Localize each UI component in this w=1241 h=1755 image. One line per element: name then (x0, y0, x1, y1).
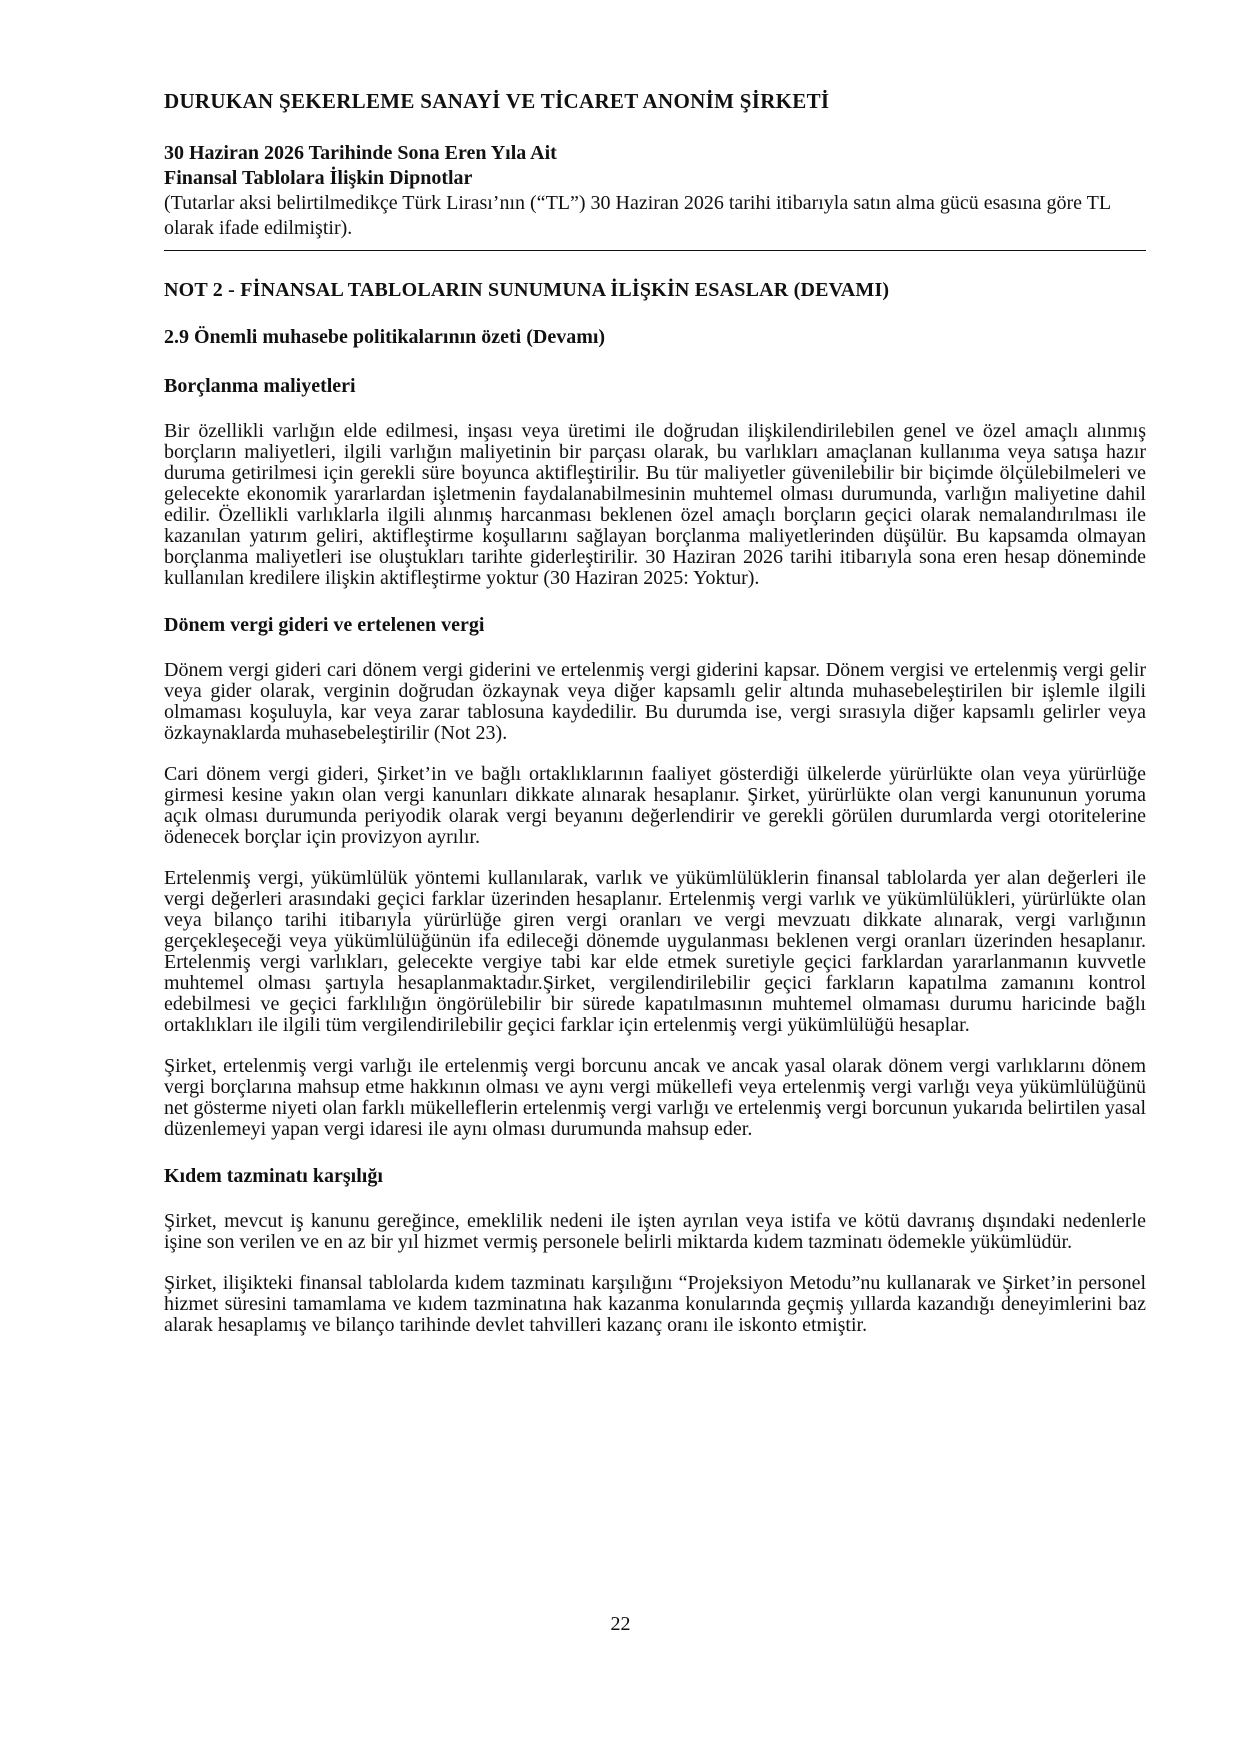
page-header (164, 88, 1146, 241)
page-number: 22 (610, 1613, 631, 1635)
paragraph: Şirket, mevcut iş kanunu gereğince, emeklilik nedeni ile işten ayrılan veya istifa ve kötü davranış dışındaki nedenlerle işine son verilen ve en az bir yıl hizmet vermiş personele belirli miktarda kıdem tazminatı ödemekle yükümlüdür. (164, 1210, 1146, 1253)
paragraph: Bir özellikli varlığın elde edilmesi, inşası veya üretimi ile doğrudan ilişkilendirilebilen genel ve özel amaçlı alınmış borçların maliyetleri, ilgili varlığın maliyetinin bir parçası olarak, bu varlıkları amaçlanan kullanıma veya satışa hazır duruma getirilmesi için gerekli süre boyunca aktifleştirilir. Bu tür maliyetler güvenilebilir bir biçimde ölçülebilmeleri ve gelecekte ekonomik yararlardan işletmenin faydalanabilmesinin muhtemel olması durumunda, varlığın maliyetine dahil edilir. Özellikli varlıklarla ilgili alınmış harcanması beklenen özel amaçlı borçların geçici olarak nemalandırılması ile kazanılan yatırım geliri, aktifleştirme koşullarını sağlayan borçlanma maliyetlerinden düşülür. Bu kapsamda olmayan borçlanma maliyetleri ise oluştukları tarihte giderleştirilir. 30 Haziran 2026 tarihi itibarıyla sona eren hesap döneminde kullanılan kredilere ilişkin aktifleştirme yoktur (30 Haziran 2025: Yoktur). (164, 420, 1146, 589)
period-title: 30 Haziran 2026 Tarihinde Sona Eren Yıla Ait (164, 142, 557, 164)
subsection-heading: Kıdem tazminatı karşılığı (164, 1165, 383, 1187)
page-content (164, 278, 1146, 1336)
subsection-heading: Borçlanma maliyetleri (164, 375, 356, 397)
paragraph: Şirket, ilişikteki finansal tablolarda kıdem tazminatı karşılığını “Projeksiyon Metodu”nu kullanarak ve Şirket’in personel hizmet süresini tamamlama ve kıdem tazminatına hak kazanma konularında geçmiş yıllarda kazandığı deneyimlerini baz alarak hesaplamış ve bilanço tarihinde devlet tahvilleri kazanç oranı ile iskonto etmiştir. (164, 1272, 1146, 1336)
paragraph: Şirket, ertelenmiş vergi varlığı ile ertelenmiş vergi borcunu ancak ve ancak yasal olarak dönem vergi varlıklarını dönem vergi borçlarına mahsup etme hakkının olması ve aynı vergi mükellefi veya ertelenmiş vergi varlığı veya yükümlülüğünü net gösterme niyeti olan farklı mükelleflerin ertelenmiş vergi varlığı ve ertelenmiş vergi borcunun yukarıda belirtilen yasal düzenlemeyi yapan vergi idaresi ile aynı olması durumunda mahsup eder. (164, 1055, 1146, 1140)
paragraph: Dönem vergi gideri cari dönem vergi giderini ve ertelenmiş vergi giderini kapsar. Dönem vergisi ve ertelenmiş vergi gelir veya gider olarak, verginin doğrudan özkaynak veya diğer kapsamlı gelir altında muhasebeleştirilen bir işlemle ilgili olmaması koşuluyla, kar veya zarar tablosuna kaydedilir. Bu durumda ise, vergi sırasıyla diğer kapsamlı gelirler veya özkaynaklarda muhasebeleştirilir (Not 23). (164, 659, 1146, 744)
currency-note: (Tutarlar aksi belirtilmedikçe Türk Lirası’nın (“TL”) 30 Haziran 2026 tarihi itibarıyla satın alma gücü esasına göre TL olarak ifade edilmiştir). (164, 192, 1111, 239)
header-divider (164, 250, 1146, 251)
company-name: DURUKAN ŞEKERLEME SANAYİ VE TİCARET ANONİM ŞİRKETİ (164, 89, 830, 113)
section-heading: 2.9 Önemli muhasebe politikalarının özeti (Devamı) (164, 326, 606, 348)
subsection-heading: Dönem vergi gideri ve ertelenen vergi (164, 614, 485, 636)
note-heading: NOT 2 - FİNANSAL TABLOLARIN SUNUMUNA İLİŞKİN ESASLAR (DEVAMI) (164, 279, 890, 301)
paragraph: Cari dönem vergi gideri, Şirket’in ve bağlı ortaklıklarının faaliyet gösterdiği ülkelerde yürürlükte olan veya yürürlüğe girmesi kesine yakın olan vergi kanunları dikkate alınarak hesaplanır. Şirket, yürürlükte olan vergi kanununun yoruma açık olması durumunda periyodik olarak vergi beyanını değerlendirir ve gerekli görülen durumlarda vergi otoritelerine ödenecek borçlar için provizyon ayrılır. (164, 763, 1146, 848)
notes-title: Finansal Tablolara İlişkin Dipnotlar (164, 167, 473, 189)
paragraph: Ertelenmiş vergi, yükümlülük yöntemi kullanılarak, varlık ve yükümlülüklerin finansal tablolarda yer alan değerleri ile vergi değerleri arasındaki geçici farklar üzerinden hesaplanır. Ertelenmiş vergi varlık ve yükümlülükleri, yürürlükte olan veya bilanço tarihi itibarıyla yürürlüğe giren vergi oranları ve vergi mevzuatı dikkate alınarak, vergi varlığının gerçekleşeceği veya yükümlülüğünün ifa edileceği dönemde uygulanması beklenen vergi oranları üzerinden hesaplanır. Ertelenmiş vergi varlıkları, gelecekte vergiye tabi kar elde etmek suretiyle geçici farklardan yararlanmanın kuvvetle muhtemel olması şartıyla hesaplanmaktadır.Şirket, vergilendirilebilir geçici farkların kapatılma zamanını kontrol edebilmesi ve geçici farklılığın öngörülebilir bir sürede kapatılmasının muhtemel olmaması durumu haricinde bağlı ortaklıkları ile ilgili tüm vergilendirilebilir geçici farklar için ertelenmiş vergi yükümlülüğü hesaplar. (164, 867, 1146, 1036)
